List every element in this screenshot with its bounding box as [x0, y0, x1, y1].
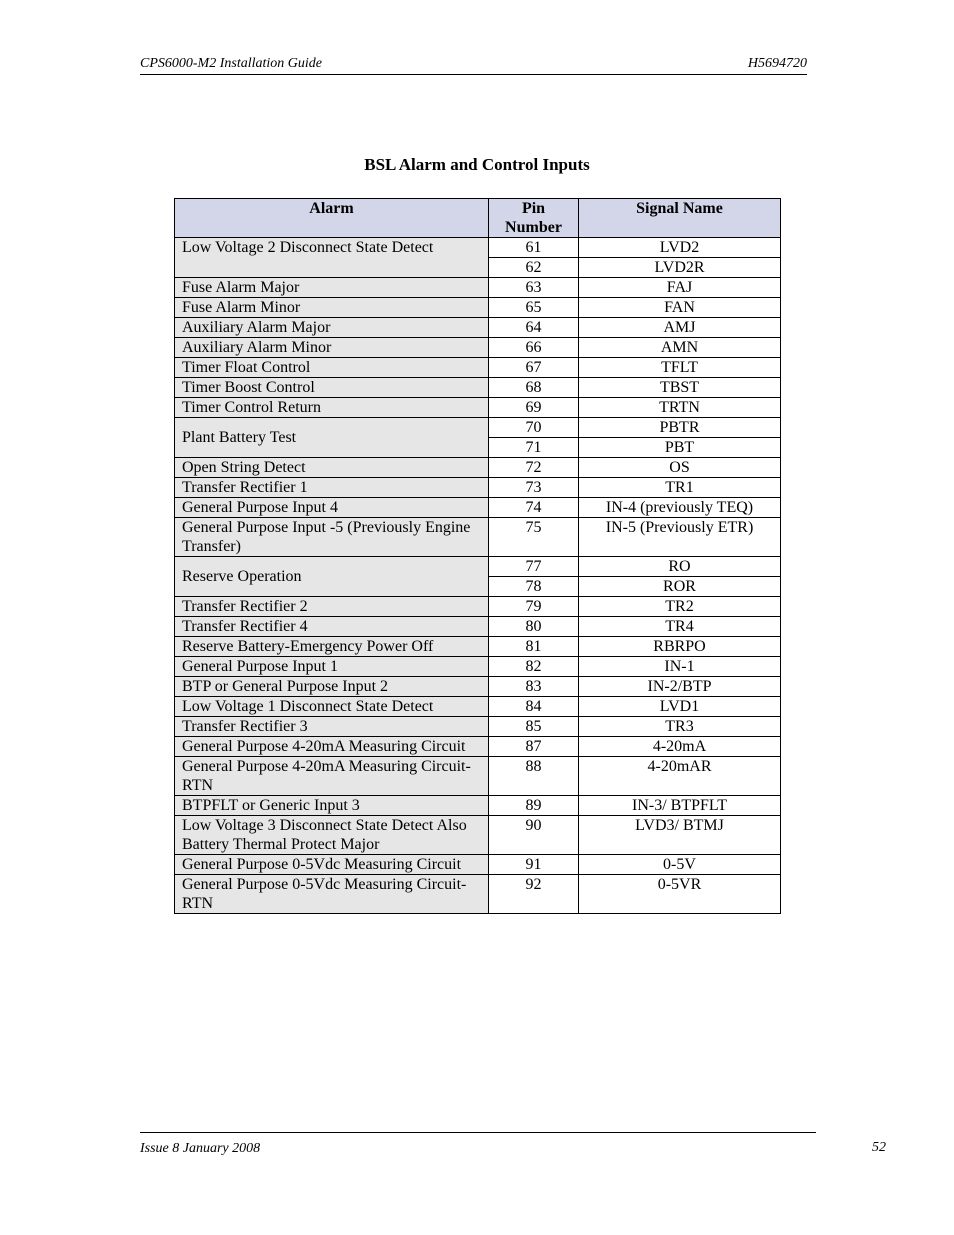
pin-number-cell: 91	[489, 855, 579, 875]
table-row	[175, 238, 781, 258]
table-row	[175, 796, 781, 816]
alarm-cell: General Purpose Input -5 (Previously Engine Transfer)	[175, 518, 489, 557]
pin-number-cell: 79	[489, 597, 579, 617]
alarm-cell: BTPFLT or Generic Input 3	[175, 796, 489, 816]
pin-number-cell: 78	[489, 577, 579, 597]
signal-name-cell: TR4	[579, 617, 781, 637]
signal-name-cell: FAJ	[579, 278, 781, 298]
pin-number-cell: 63	[489, 278, 579, 298]
pin-number-cell: 80	[489, 617, 579, 637]
alarm-cell: Fuse Alarm Major	[175, 278, 489, 298]
pin-number-cell: 62	[489, 258, 579, 278]
signal-name-cell: 4-20mAR	[579, 757, 781, 796]
signal-name-cell: RBRPO	[579, 637, 781, 657]
signal-name-cell: TRTN	[579, 398, 781, 418]
signal-name-cell: LVD3/ BTMJ	[579, 816, 781, 855]
pin-number-cell: 64	[489, 318, 579, 338]
table-row	[175, 637, 781, 657]
signal-name-cell: TR1	[579, 478, 781, 498]
table-row	[175, 816, 781, 855]
alarm-cell: BTP or General Purpose Input 2	[175, 677, 489, 697]
table-header-row	[175, 199, 781, 238]
column-header-alarm: Alarm	[175, 199, 489, 238]
table-row	[175, 458, 781, 478]
alarm-cell: Open String Detect	[175, 458, 489, 478]
table-body	[175, 238, 781, 914]
table-title: BSL Alarm and Control Inputs	[364, 155, 590, 174]
alarm-cell: General Purpose 0-5Vdc Measuring Circuit	[175, 855, 489, 875]
table-row	[175, 518, 781, 557]
pin-number-cell: 90	[489, 816, 579, 855]
pin-number-cell: 68	[489, 378, 579, 398]
alarm-cell: Auxiliary Alarm Major	[175, 318, 489, 338]
signal-name-cell: IN-5 (Previously ETR)	[579, 518, 781, 557]
table-row	[175, 298, 781, 318]
signal-name-cell: IN-4 (previously TEQ)	[579, 498, 781, 518]
table-row	[175, 617, 781, 637]
alarm-cell: Low Voltage 2 Disconnect State Detect	[175, 238, 489, 278]
pin-number-cell: 77	[489, 557, 579, 577]
header-document-number: H5694720	[747, 56, 807, 71]
table-row	[175, 597, 781, 617]
table-row	[175, 677, 781, 697]
table-row	[175, 418, 781, 438]
page-footer	[140, 1132, 816, 1156]
alarm-cell: Fuse Alarm Minor	[175, 298, 489, 318]
pin-number-cell: 65	[489, 298, 579, 318]
alarm-cell: Transfer Rectifier 4	[175, 617, 489, 637]
signal-name-cell: OS	[579, 458, 781, 478]
page-number: 52	[872, 1140, 886, 1155]
signal-name-cell: TR2	[579, 597, 781, 617]
pin-number-cell: 75	[489, 518, 579, 557]
table-row	[175, 875, 781, 914]
table-row	[175, 278, 781, 298]
table-row	[175, 737, 781, 757]
pin-number-cell: 61	[489, 238, 579, 258]
table-row	[175, 855, 781, 875]
signal-name-cell: PBT	[579, 438, 781, 458]
alarm-cell: General Purpose 0-5Vdc Measuring Circuit-RTN	[175, 875, 489, 914]
signal-name-cell: TBST	[579, 378, 781, 398]
column-header-pin-number: Pin Number	[489, 199, 579, 238]
pin-number-cell: 89	[489, 796, 579, 816]
pin-number-cell: 85	[489, 717, 579, 737]
pin-number-cell: 70	[489, 418, 579, 438]
alarm-cell: Reserve Battery-Emergency Power Off	[175, 637, 489, 657]
header-document-title: CPS6000-M2 Installation Guide	[140, 56, 322, 71]
pin-number-cell: 88	[489, 757, 579, 796]
pin-number-cell: 83	[489, 677, 579, 697]
alarm-cell: Timer Float Control	[175, 358, 489, 378]
signal-name-cell: 4-20mA	[579, 737, 781, 757]
alarm-cell: Low Voltage 3 Disconnect State Detect Also Battery Thermal Protect Major	[175, 816, 489, 855]
signal-name-cell: LVD1	[579, 697, 781, 717]
table-row	[175, 757, 781, 796]
signal-name-cell: RO	[579, 557, 781, 577]
signal-name-cell: LVD2	[579, 238, 781, 258]
table-row	[175, 398, 781, 418]
pin-number-cell: 72	[489, 458, 579, 478]
alarm-cell: Low Voltage 1 Disconnect State Detect	[175, 697, 489, 717]
alarm-cell: Plant Battery Test	[175, 418, 489, 458]
signal-name-cell: LVD2R	[579, 258, 781, 278]
pin-number-cell: 84	[489, 697, 579, 717]
table-row	[175, 697, 781, 717]
pin-number-cell: 71	[489, 438, 579, 458]
signal-name-cell: IN-2/BTP	[579, 677, 781, 697]
column-header-signal-name: Signal Name	[579, 199, 781, 238]
alarm-cell: Timer Boost Control	[175, 378, 489, 398]
signal-name-cell: 0-5VR	[579, 875, 781, 914]
pin-number-cell: 73	[489, 478, 579, 498]
table-row	[175, 318, 781, 338]
signal-name-cell: TR3	[579, 717, 781, 737]
alarm-cell: General Purpose 4-20mA Measuring Circuit-RTN	[175, 757, 489, 796]
page-header	[140, 56, 807, 75]
signal-name-cell: FAN	[579, 298, 781, 318]
footer-issue-date: Issue 8 January 2008	[140, 1141, 261, 1156]
table-row	[175, 557, 781, 577]
pin-number-cell: 82	[489, 657, 579, 677]
alarm-cell: General Purpose 4-20mA Measuring Circuit	[175, 737, 489, 757]
table-row	[175, 478, 781, 498]
signal-name-cell: TFLT	[579, 358, 781, 378]
alarm-cell: General Purpose Input 1	[175, 657, 489, 677]
table-row	[175, 338, 781, 358]
alarm-cell: Transfer Rectifier 1	[175, 478, 489, 498]
alarm-cell: Reserve Operation	[175, 557, 489, 597]
signal-name-cell: AMN	[579, 338, 781, 358]
signal-name-cell: AMJ	[579, 318, 781, 338]
alarm-cell: Transfer Rectifier 3	[175, 717, 489, 737]
table-row	[175, 717, 781, 737]
pin-number-cell: 69	[489, 398, 579, 418]
signal-name-cell: ROR	[579, 577, 781, 597]
table-row	[175, 378, 781, 398]
pin-number-cell: 87	[489, 737, 579, 757]
alarm-pin-table	[174, 198, 781, 914]
alarm-cell: General Purpose Input 4	[175, 498, 489, 518]
pin-number-cell: 81	[489, 637, 579, 657]
table-row	[175, 498, 781, 518]
signal-name-cell: PBTR	[579, 418, 781, 438]
signal-name-cell: IN-3/ BTPFLT	[579, 796, 781, 816]
alarm-cell: Timer Control Return	[175, 398, 489, 418]
alarm-cell: Auxiliary Alarm Minor	[175, 338, 489, 358]
alarm-cell: Transfer Rectifier 2	[175, 597, 489, 617]
table-row	[175, 657, 781, 677]
signal-name-cell: IN-1	[579, 657, 781, 677]
signal-name-cell: 0-5V	[579, 855, 781, 875]
pin-number-cell: 67	[489, 358, 579, 378]
pin-number-cell: 74	[489, 498, 579, 518]
table-row	[175, 358, 781, 378]
pin-number-cell: 92	[489, 875, 579, 914]
pin-number-cell: 66	[489, 338, 579, 358]
